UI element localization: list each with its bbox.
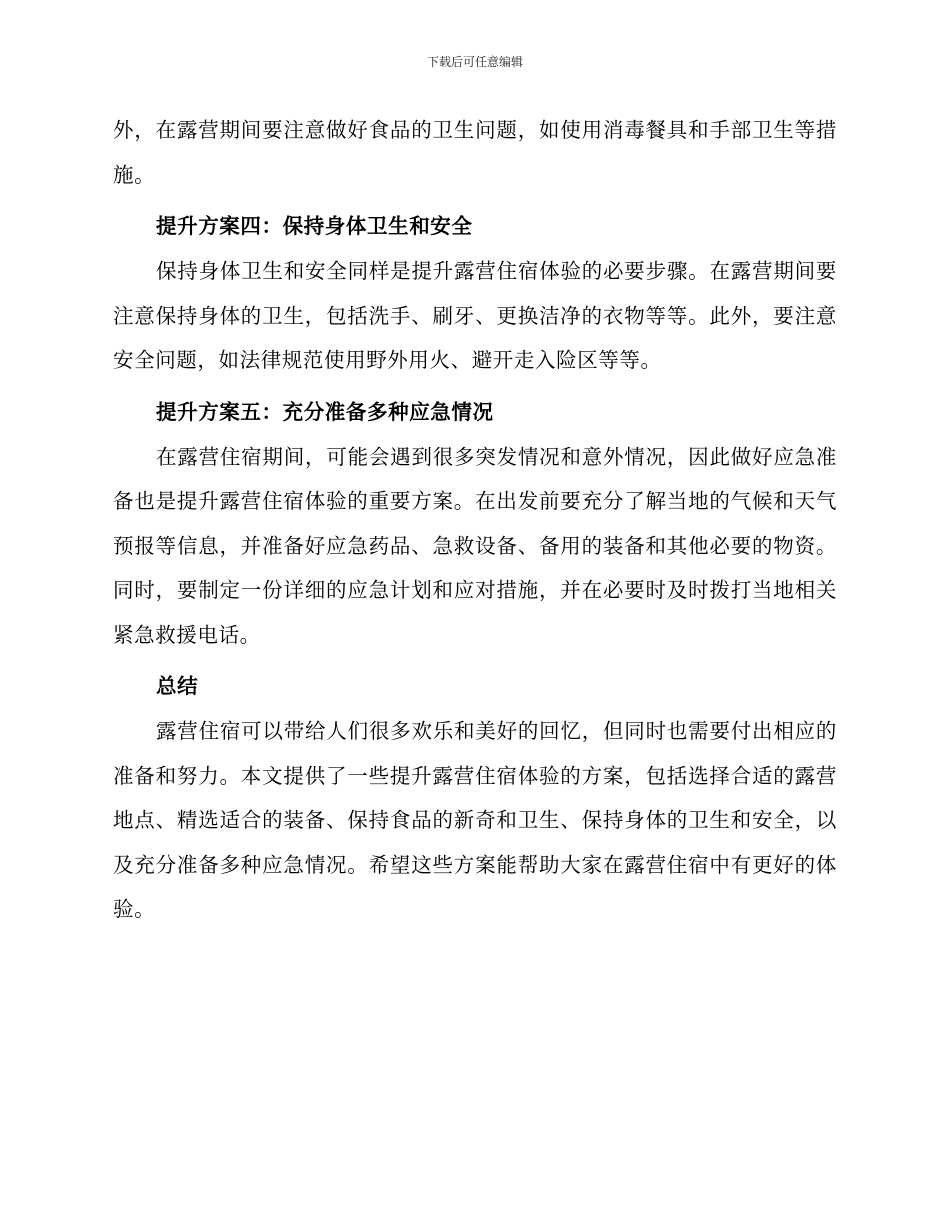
paragraph-summary: 露营住宿可以带给人们很多欢乐和美好的回忆，但同时也需要付出相应的准备和努力。本文提供了一些提升露营住宿体验的方案，包括选择合适的露营地点、精选适合的装备、保持食品的新奇和卫生、保持身体的卫生和安全，以及充分准备多种应急情况。希望这些方案能帮助大家在露营住宿中有更好的体验。 [113,719,837,921]
paragraph-body-hygiene: 保持身体卫生和安全同样是提升露营住宿体验的必要步骤。在露营期间要注意保持身体的卫生，包括洗手、刷牙、更换洁净的衣物等等。此外，要注意安全问题，如法律规范使用野外用火、避开走入险区等等。 [113,259,837,372]
heading-plan-four: 提升方案四：保持身体卫生和安全 [156,214,473,238]
heading-plan-five: 提升方案五：充分准备多种应急情况 [156,399,494,424]
paragraph-emergency-prep: 在露营住宿期间，可能会遇到很多突发情况和意外情况，因此做好应急准备也是提升露营住宿体验的重要方案。在出发前要充分了解当地的气候和天气预报等信息，并准备好应急药品、急救设备、备用的装备和其他必要的物资。同时，要制定一份详细的应急计划和应对措施，并在必要时及时拨打当地相关紧急救援电话。 [113,444,837,647]
paragraph-food-hygiene-end: 外，在露营期间要注意做好食品的卫生问题，如使用消毒餐具和手部卫生等措施。 [113,118,837,187]
document-body [113,108,837,932]
heading-summary: 总结 [156,674,199,698]
page-header: 下载后可任意编辑 [426,55,523,69]
